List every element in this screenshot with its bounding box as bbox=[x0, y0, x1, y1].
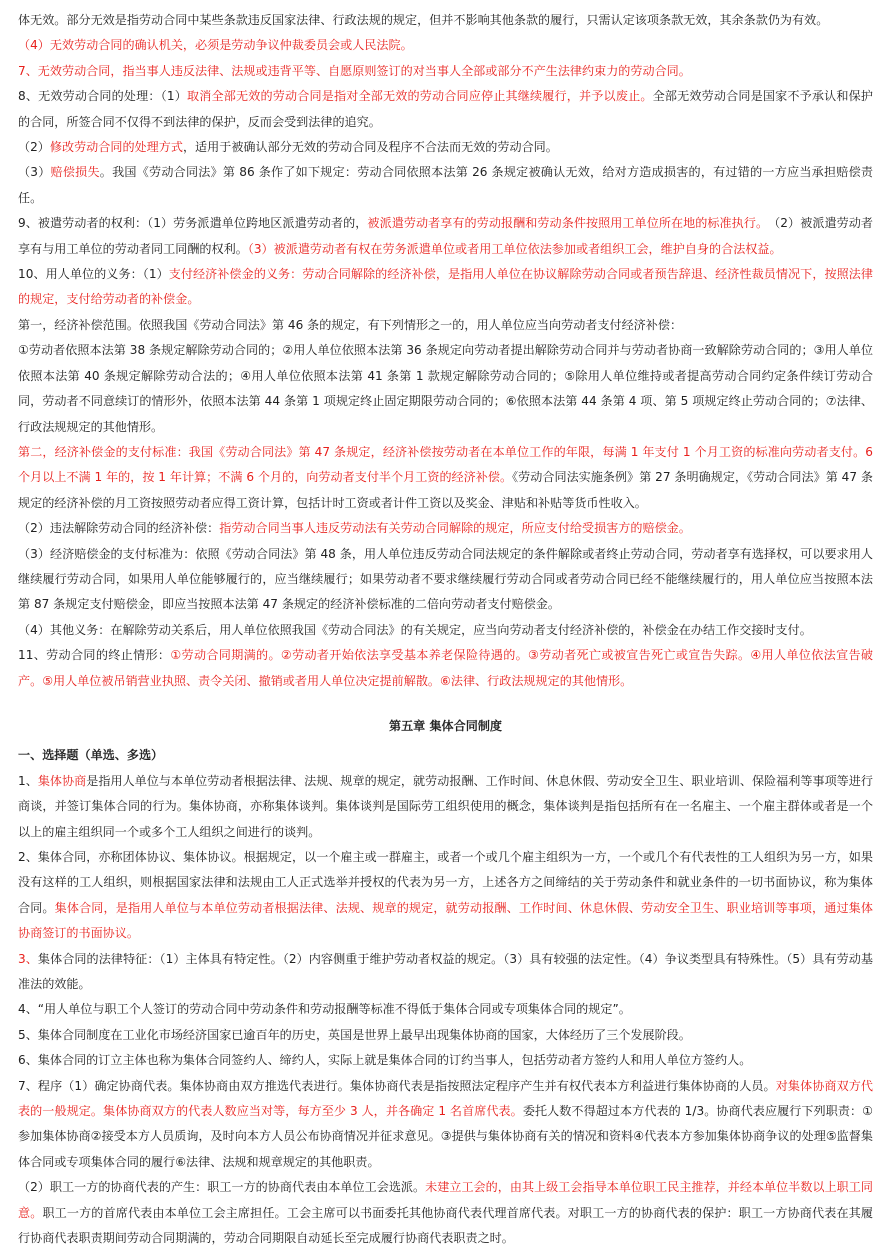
body-text: 委托人数不得超过本方代表的 1/3。协商代表应履行下列职责：①参加集体协商②接受本方人员质询，及时向本方人员公布协商情况并征求意见。③提供与集体协商有关的情况和资料④代表本方参加集体协商争议的处理⑤监督集体合同或专项集体合同的履行⑥法律、法规和规章规定的其他职责。 bbox=[18, 1104, 873, 1169]
paragraph bbox=[18, 262, 873, 313]
highlighted-text: 7、无效劳动合同，指当事人违反法律、法规或违背平等、自愿原则签订的对当事人全部或部分不产生法律约束力的劳动合同。 bbox=[18, 63, 691, 78]
paragraph bbox=[18, 135, 873, 160]
paragraph bbox=[18, 997, 873, 1022]
highlighted-text: 修改劳动合同的处理方式 bbox=[49, 140, 183, 155]
highlighted-text: 集体协商 bbox=[37, 773, 87, 788]
body-text: 第一，经济补偿范围。依照我国《劳动合同法》第 46 条的规定，有下列情形之一的，用人单位应当向劳动者支付经济补偿： bbox=[18, 317, 683, 332]
chapter-title: 第五章 集体合同制度 bbox=[388, 718, 503, 733]
paragraph bbox=[18, 160, 873, 211]
body-text: 6、集体合同的订立主体也称为集体合同签约人、缔约人，实际上就是集体合同的订约当事人，包括劳动者方签约人和用人单位方签约人。 bbox=[18, 1053, 752, 1068]
paragraph bbox=[18, 84, 873, 135]
body-text: 5、集体合同制度在工业化市场经济国家已逾百年的历史，英国是世界上最早出现集体协商的国家，大体经历了三个发展阶段。 bbox=[18, 1027, 691, 1042]
paragraph bbox=[18, 1074, 873, 1176]
body-text: （2）职工一方的协商代表的产生：职工一方的协商代表由本单位工会选派。 bbox=[18, 1180, 426, 1195]
highlighted-text: 3、 bbox=[18, 951, 38, 966]
paragraph bbox=[18, 947, 873, 998]
highlighted-text: 未建立工会的，由其上级工会指导本单位职工民主推荐，并经本单位半数以上职工同意。 bbox=[18, 1180, 873, 1220]
body-text: 1、 bbox=[18, 773, 38, 788]
document-body-part1 bbox=[18, 8, 873, 694]
highlighted-text: 集体合同，是指用人单位与本单位劳动者根据法律、法规、规章的规定，就劳动报酬、工作时间、休息休假、劳动安全卫生、职业培训等事项，通过集体协商签订的书面协议。 bbox=[18, 900, 873, 941]
body-text: （3）经济赔偿金的支付标准为：依照《劳动合同法》第 48 条，用人单位违反劳动合同法规定的条件解除或者终止劳动合同，劳动者享有选择权，可以要求用人继续履行劳动合同，如果用人单位能够履行的，应当继续履行；如果劳动者不要求继续履行劳动合同或者劳动合同已经不能继续履行的，用人单位应当按照本法第 87 条规定支付赔偿金，即应当按照本法第 47 条规定的经济补偿标准的二倍向劳动者支付赔偿金。 bbox=[18, 546, 873, 612]
highlighted-text: 赔偿损失 bbox=[50, 165, 100, 180]
paragraph bbox=[18, 8, 873, 33]
body-text: 7、程序（1）确定协商代表。集体协商由双方推选代表进行。集体协商代表是指按照法定程序产生并有权代表本方利益进行集体协商的人员。 bbox=[18, 1078, 776, 1093]
body-text: 是指用人单位与本单位劳动者根据法律、法规、规章的规定，就劳动报酬、工作时间、休息休假、劳动安全卫生、职业培训、保险福利等事项等进行商谈，并签订集体合同的行为。集体协商，亦称集体谈判。集体谈判是国际劳工组织使用的概念，集体谈判是指包括所有在一名雇主、一个雇主群体或者是一个以上的雇主组织同一个或多个工人组织之间进行的谈判。 bbox=[18, 773, 873, 839]
body-text: 8、无效劳动合同的处理：（1） bbox=[18, 89, 187, 104]
paragraph bbox=[18, 211, 873, 262]
body-text: 集体合同的法律特征：（1）主体具有特定性。（2）内容侧重于维护劳动者权益的规定。（3）具有较强的法定性。（4）争议类型具有特殊性。（5）具有劳动基准法的效能。 bbox=[18, 951, 873, 992]
body-text: 9、被遣劳动者的权利：（1）劳务派遣单位跨地区派遣劳动者的， bbox=[18, 216, 368, 231]
body-text: 2、集体合同，亦称团体协议、集体协议。根据规定，以一个雇主或一群雇主，或者一个或几个雇主组织为一方，一个或几个有代表性的工人组织为另一方，如果没有这样的工人组织，则根据国家法律和法规由工人正式选举并授权的代表为另一方，上述各方之间缔结的关于劳动条件和就业条件的一切书面协议，称为集体合同。 bbox=[18, 850, 873, 915]
paragraph bbox=[18, 1048, 873, 1073]
paragraph bbox=[18, 313, 873, 338]
body-text: ①劳动者依照本法第 38 条规定解除劳动合同的；②用人单位依照本法第 36 条规定向劳动者提出解除劳动合同并与劳动者协商一致解除劳动合同的；③用人单位依照本法第 40 条规定解除劳动合法的；④用人单位依照本法第 41 条第 1 款规定解除劳动合同的；⑤除用人单位维持或者提高劳动合同约定条件续订劳动合同，劳动者不同意续订的情形外，依照本法第 44 条第 1 项规定终止固定期限劳动合同的；⑥依照本法第 44 条第 4 项、第 5 项规定终止劳动合同的；⑦法律、行政法规规定的其他情形。 bbox=[18, 343, 873, 434]
body-text: （3） bbox=[18, 165, 51, 180]
highlighted-text: （4）无效劳动合同的确认机关，必须是劳动争议仲裁委员会或人民法院。 bbox=[18, 38, 413, 53]
body-text: 体无效。部分无效是指劳动合同中某些条款违反国家法律、行政法规的规定，但并不影响其他条款的履行，只需认定该项条款无效，其余条款仍为有效。 bbox=[18, 13, 829, 27]
highlighted-text: 取消全部无效的劳动合同是指对全部无效的劳动合同应停止其继续履行，并予以废止。 bbox=[186, 89, 653, 104]
body-text: 职工一方的首席代表由本单位工会主席担任。工会主席可以书面委托其他协商代表代理首席代表。对职工一方的协商代表的保护：职工一方协商代表在其履行协商代表职责期间劳动合同期满的，劳动合同期限自动延长至完成履行协商代表职责之时。 bbox=[18, 1205, 873, 1246]
body-text: 《劳动合同法实施条例》第 27 条明确规定，《劳动合同法》第 47 条规定的经济补偿的月工资按照劳动者应得工资计算，包括计时工资或者计件工资以及奖金、津贴和补贴等货币性收入。 bbox=[18, 470, 874, 510]
body-text: 。我国《劳动合同法》第 86 条作了如下规定：劳动合同依照本法第 26 条规定被确认无效，给对方造成损害的，有过错的一方应当承担赔偿责任。 bbox=[18, 165, 873, 205]
section-heading: 一、选择题（单选、多选） bbox=[18, 748, 164, 763]
document-body-part2 bbox=[18, 769, 873, 1252]
body-text: 4、“用人单位与职工个人签订的劳动合同中劳动条件和劳动报酬等标准不得低于集体合同或专项集体合同的规定”。 bbox=[18, 1002, 631, 1017]
highlighted-text: 第二，经济补偿金的支付标准：我国《劳动合同法》第 47 条规定，经济补偿按劳动者在本单位工作的年限，每满 1 年支付 1 个月工资的标准向劳动者支付。6 个月以上不满 1 年的，按 1 年计算；不满 6 个月的，向劳动者支付半个月工资的经济补偿。 bbox=[18, 444, 873, 485]
highlighted-text: ①劳动合同期满的。②劳动者开始依法享受基本养老保险待遇的。③劳动者死亡或被宣告死亡或宣告失踪。④用人单位依法宣告破产。⑤用人单位被吊销营业执照、责令关闭、撤销或者用人单位决定提前解散。⑥法律、行政法规规定的其他情形。 bbox=[18, 648, 874, 688]
paragraph bbox=[18, 440, 873, 516]
highlighted-text: 支付经济补偿金的义务：劳动合同解除的经济补偿，是指用人单位在协议解除劳动合同或者预告辞退、经济性裁员情况下，按照法律的规定，支付给劳动者的补偿金。 bbox=[18, 267, 873, 307]
paragraph bbox=[18, 542, 873, 618]
paragraph bbox=[18, 516, 873, 541]
highlighted-text: 指劳动合同当事人违反劳动法有关劳动合同解除的规定，所应支付给受损害方的赔偿金。 bbox=[219, 521, 691, 536]
body-text: ，适用于被确认部分无效的劳动合同及程序不合法而无效的劳动合同。 bbox=[182, 140, 558, 155]
body-text: （2）被派遣劳动者享有与用工单位的劳动者同工同酬的权利。 bbox=[18, 216, 874, 256]
paragraph bbox=[18, 618, 873, 643]
body-text: 10、用人单位的义务：（1） bbox=[18, 267, 169, 282]
highlighted-text: 对集体协商双方代表的一般规定。集体协商双方的代表人数应当对等，每方至少 3 人，并各确定 1 名首席代表。 bbox=[18, 1078, 873, 1119]
paragraph bbox=[18, 845, 873, 947]
paragraph bbox=[18, 1175, 873, 1251]
paragraph bbox=[18, 33, 873, 58]
body-text: （2）违法解除劳动合同的经济补偿： bbox=[18, 521, 220, 536]
paragraph bbox=[18, 59, 873, 84]
highlighted-text: 被派遣劳动者享有的劳动报酬和劳动条件按照用工单位所在地的标准执行。 bbox=[367, 216, 763, 231]
body-text: （2） bbox=[18, 140, 50, 155]
body-text: 11、劳动合同的终止情形： bbox=[18, 648, 171, 663]
paragraph bbox=[18, 338, 873, 440]
body-text: （4）其他义务：在解除劳动关系后，用人单位依照我国《劳动合同法》的有关规定，应当向劳动者支付经济补偿的，补偿金在办结工作交接时支付。 bbox=[18, 622, 812, 637]
body-text: 全部无效劳动合同是国家不予承认和保护的合同，所签合同不仅得不到法律的保护，反而会受到法律的追究。 bbox=[18, 89, 873, 129]
highlighted-text: （3）被派遣劳动者有权在劳务派遣单位或者用工单位依法参加或者组织工会，维护自身的合法权益。 bbox=[247, 241, 782, 256]
paragraph bbox=[18, 1023, 873, 1048]
paragraph bbox=[18, 769, 873, 845]
paragraph bbox=[18, 643, 873, 694]
